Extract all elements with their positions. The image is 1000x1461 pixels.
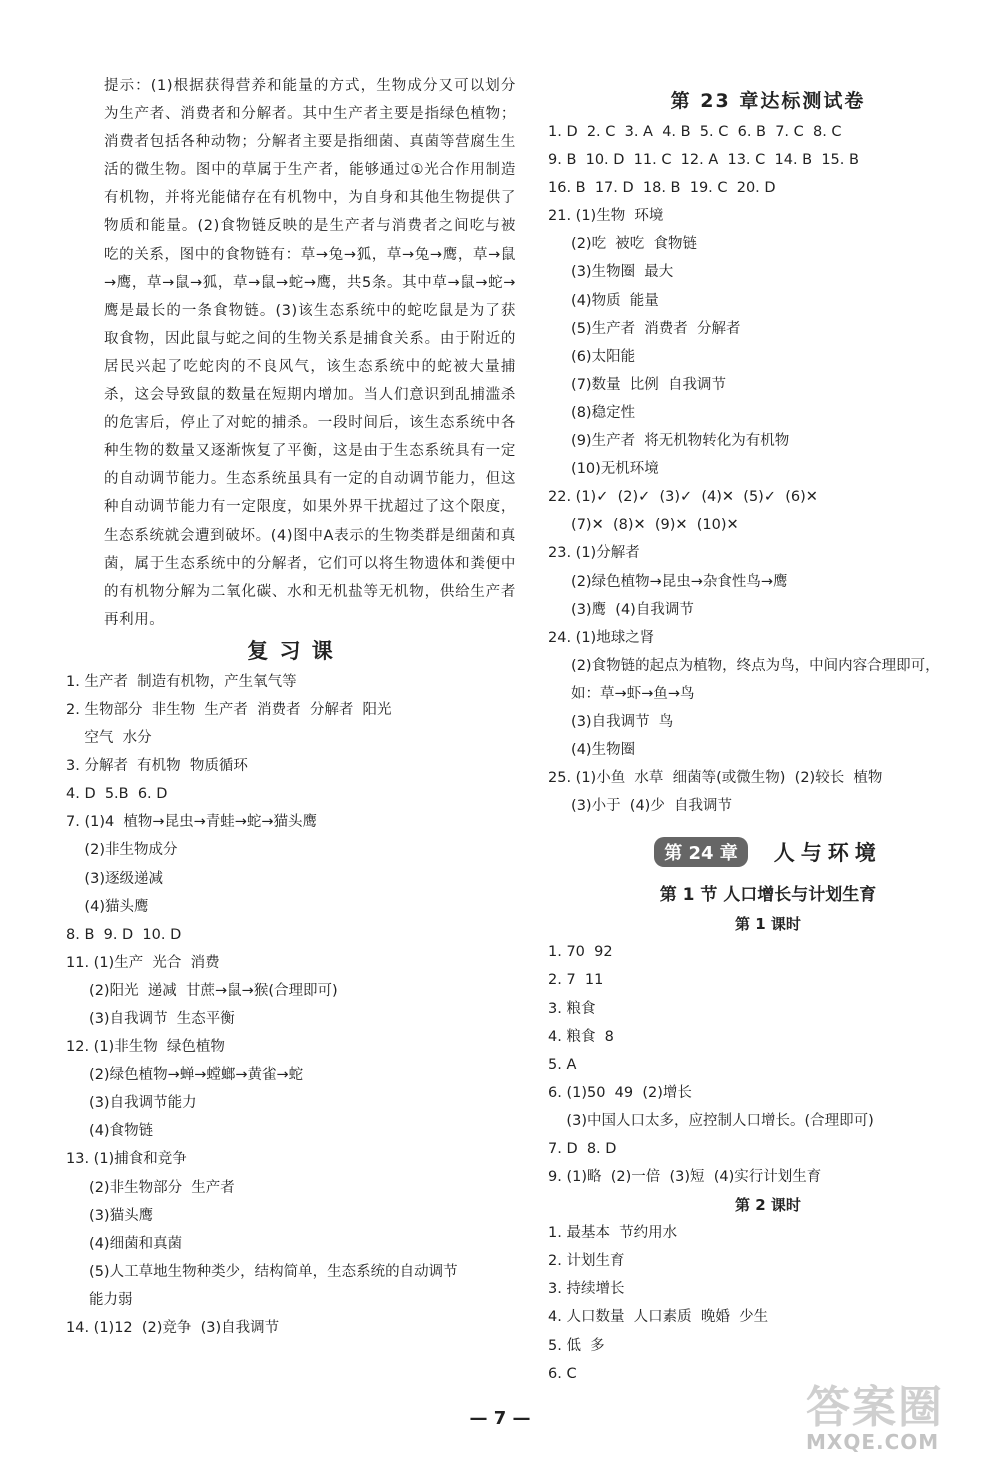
answer-line: 3. 分解者 有机物 物质循环 xyxy=(66,758,248,775)
answer-line: 1. 最基本 节约用水 xyxy=(548,1225,678,1242)
watermark-text: 答案圈 xyxy=(806,1382,944,1433)
review-answers xyxy=(66,668,516,1342)
answer-line: 5. 低 多 xyxy=(548,1337,605,1354)
answer-line: (3)猫头鹰 xyxy=(66,1207,154,1224)
test-answers xyxy=(548,118,988,820)
answer-line: (6)太阳能 xyxy=(548,348,636,365)
answer-line: (7)数量 比例 自我调节 xyxy=(548,376,727,393)
answer-line: 9. B 10. D 11. C 12. A 13. C 14. B 15. B xyxy=(548,152,859,169)
answer-line: (3)小于 (4)少 自我调节 xyxy=(548,798,733,815)
answer-line: (2)阳光 递减 甘蔗→鼠→猴(合理即可) xyxy=(66,982,338,999)
answer-line: 23. (1)分解者 xyxy=(548,545,640,562)
answer-line: 7. D 8. D xyxy=(548,1141,617,1157)
answer-line: 14. (1)12 (2)竞争 (3)自我调节 xyxy=(66,1320,280,1337)
answer-line: 13. (1)捕食和竞争 xyxy=(66,1151,187,1168)
answer-line: (4)生物圈 xyxy=(548,742,636,759)
answer-line: (2)食物链的起点为植物，终点为鸟，中间内容合理即可， xyxy=(548,657,940,674)
answer-line: 2. 7 11 xyxy=(548,972,604,989)
answer-line: 空气 水分 xyxy=(66,730,152,747)
right-column xyxy=(548,84,988,1388)
answer-line: 2. 计划生育 xyxy=(548,1253,625,1270)
answer-line: (3)中国人口太多，应控制人口增长。(合理即可) xyxy=(548,1112,874,1129)
answer-line: (9)生产者 将无机物转化为有机物 xyxy=(548,433,790,450)
answer-line: 1. 生产者 制造有机物，产生氧气等 xyxy=(66,673,297,690)
answer-line: 如：草→虾→鱼→鸟 xyxy=(548,685,695,702)
answer-line: 8. B 9. D 10. D xyxy=(66,926,182,943)
answer-line: (5)人工草地生物种类少，结构简单，生态系统的自动调节 xyxy=(66,1263,458,1280)
left-column xyxy=(66,72,516,1342)
answer-line: (4)猫头鹰 xyxy=(66,898,149,915)
answer-line: 5. A xyxy=(548,1056,577,1073)
watermark-logo xyxy=(806,1382,986,1457)
answer-line: (7)✕ (8)✕ (9)✕ (10)✕ xyxy=(548,517,739,534)
answer-line: (2)吃 被吃 食物链 xyxy=(548,236,698,253)
answer-line: 12. (1)非生物 绿色植物 xyxy=(66,1039,225,1056)
answer-line: 4. D 5.B 6. D xyxy=(66,786,168,803)
hint-paragraph: 提示：(1)根据获得营养和能量的方式，生物成分又可以划分为生产者、消费者和分解者。其中生产者主要是指绿色植物；消费者包括各种动物；分解者主要是指细菌、真菌等营腐生生活的微生物。图中的草属于生产者，能够通过①光合作用制造有机物，并将光能储存在有机物中，为自身和其他生物提供了物质和能量。(2)食物链反映的是生产者与消费者之间吃与被吃的关系，图中的食物链有：草→兔→狐，草→兔→鹰，草→鼠→鹰，草→鼠→狐，草→鼠→蛇→鹰，共5条。其中草→鼠→蛇→鹰是最长的一条食物链。(3)该生态系统中的蛇吃鼠是为了获取食物，因此鼠与蛇之间的生物关系是捕食关系。由于附近的居民兴起了吃蛇肉的不良风气，该生态系统中的蛇被大量捕杀，这会导致鼠的数量在短期内增加。当人们意识到乱捕滥杀的危害后，停止了对蛇的捕杀。一段时间后，该生态系统中各种生物的数量又逐渐恢复了平衡，这是由于生态系统具有一定的自动调节能力。生态系统虽具有一定的自动调节能力，但这种自动调节能力有一定限度，如果外界干扰超过了这个限度，生态系统就会遭到破坏。(4)图中A表示的生物类群是细菌和真菌，属于生态系统中的分解者，它们可以将生物遗体和粪便中的有机物分解为二氧化碳、水和无机盐等无机物，供给生产者再利用。 xyxy=(104,78,516,628)
answer-line: 7. (1)4 植物→昆虫→青蛙→蛇→猫头鹰 xyxy=(66,814,318,831)
answer-line: 3. 粮食 xyxy=(548,1000,596,1017)
answer-line: (3)生物圈 最大 xyxy=(548,264,674,281)
answer-line: 2. 生物部分 非生物 生产者 消费者 分解者 阳光 xyxy=(66,701,392,718)
answer-line: 1. D 2. C 3. A 4. B 5. C 6. B 7. C 8. C xyxy=(548,124,842,140)
answer-line: 4. 人口数量 人口素质 晚婚 少生 xyxy=(548,1309,769,1326)
answer-line: (3)自我调节 生态平衡 xyxy=(66,1011,235,1027)
lesson1-title: 第 1 课时 xyxy=(735,915,801,934)
answer-line: 9. (1)略 (2)一倍 (3)短 (4)实行计划生育 xyxy=(548,1169,822,1186)
answer-line: 21. (1)生物 环境 xyxy=(548,208,664,225)
answer-line: (2)绿色植物→昆虫→杂食性鸟→鹰 xyxy=(548,573,788,590)
lesson1-answers xyxy=(548,938,988,1191)
test-title: 第 23 章达标测试卷 xyxy=(670,90,866,112)
section-title: 第 1 节 人口增长与计划生育 xyxy=(659,885,877,906)
answer-line: 6. C xyxy=(548,1365,577,1382)
chapter-badge: 第 24 章 xyxy=(654,837,748,867)
answer-line: (3)鹰 (4)自我调节 xyxy=(548,601,694,618)
answer-line: (2)绿色植物→蝉→螳螂→黄雀→蛇 xyxy=(66,1067,304,1084)
answer-line: (3)自我调节能力 xyxy=(66,1095,197,1112)
answer-line: (10)无机环境 xyxy=(548,461,659,478)
review-title: 复 习 课 xyxy=(247,638,335,663)
answer-line: 16. B 17. D 18. B 19. C 20. D xyxy=(548,180,776,197)
answer-line: 6. (1)50 49 (2)增长 xyxy=(548,1084,692,1101)
answer-line: 能力弱 xyxy=(66,1291,133,1308)
answer-line: 22. (1)✓ (2)✓ (3)✓ (4)✕ (5)✓ (6)✕ xyxy=(548,489,818,506)
answer-line: 24. (1)地球之肾 xyxy=(548,629,655,646)
answer-line: (4)物质 能量 xyxy=(548,292,659,309)
answer-line: 11. (1)生产 光合 消费 xyxy=(66,954,220,971)
answer-line: (5)生产者 消费者 分解者 xyxy=(548,320,741,337)
answer-line: 3. 持续增长 xyxy=(548,1281,625,1298)
lesson2-title: 第 2 课时 xyxy=(735,1196,801,1215)
answer-line: 25. (1)小鱼 水草 细菌等(或微生物) (2)较长 植物 xyxy=(548,770,883,787)
answer-line: (4)细菌和真菌 xyxy=(66,1235,183,1252)
lesson2-answers xyxy=(548,1219,988,1388)
answer-line: (3)逐级递减 xyxy=(66,870,163,887)
watermark-url: MXQE.COM xyxy=(806,1430,940,1454)
answer-line: 4. 粮食 8 xyxy=(548,1028,614,1045)
chapter-heading xyxy=(548,828,988,876)
page-number: — 7 — xyxy=(469,1408,531,1429)
answer-line: (4)食物链 xyxy=(66,1123,154,1140)
answer-line: 1. 70 92 xyxy=(548,944,613,961)
answer-line: (3)自我调节 鸟 xyxy=(548,713,674,730)
answer-line: (2)非生物成分 xyxy=(66,842,178,859)
chapter-title: 人与环境 xyxy=(773,841,882,866)
answer-line: (8)稳定性 xyxy=(548,404,636,421)
answer-line: (2)非生物部分 生产者 xyxy=(66,1179,235,1196)
